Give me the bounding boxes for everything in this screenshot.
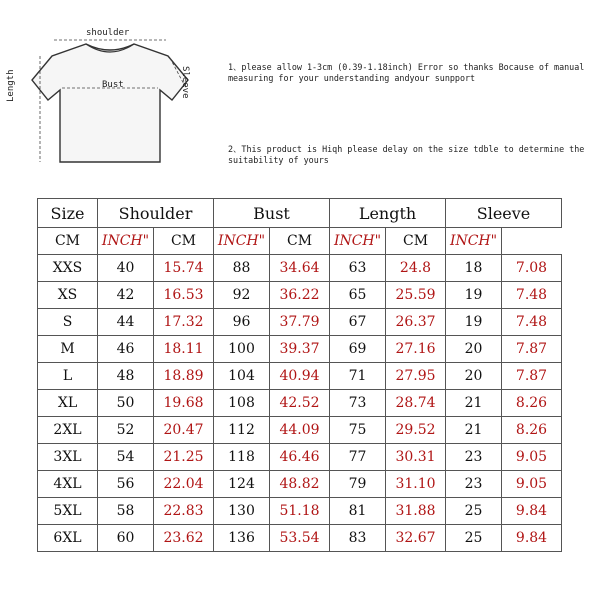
cell-size: M (38, 336, 98, 363)
cell-bust-inch: 40.94 (270, 363, 330, 390)
table-row (38, 444, 562, 471)
note-check-size-table: 2、This product is Hiqh please delay on the size tdble to determine the suitability of yours (228, 144, 585, 165)
cell-length-inch: 28.74 (386, 390, 446, 417)
cell-shoulder-inch: 18.11 (154, 336, 214, 363)
cell-sleeve-inch: 9.05 (502, 444, 562, 471)
table-row (38, 417, 562, 444)
cell-sleeve-inch: 8.26 (502, 390, 562, 417)
unit-cm: CM (270, 228, 330, 255)
unit-cm: CM (38, 228, 98, 255)
cell-bust-cm: 92 (214, 282, 270, 309)
cell-shoulder-cm: 58 (98, 498, 154, 525)
cell-bust-cm: 118 (214, 444, 270, 471)
cell-bust-cm: 108 (214, 390, 270, 417)
unit-inch: INCH" (98, 228, 154, 255)
cell-length-cm: 71 (330, 363, 386, 390)
cell-sleeve-inch: 9.84 (502, 498, 562, 525)
cell-length-inch: 27.95 (386, 363, 446, 390)
cell-length-inch: 29.52 (386, 417, 446, 444)
cell-sleeve-inch: 7.48 (502, 309, 562, 336)
cell-shoulder-inch: 20.47 (154, 417, 214, 444)
cell-sleeve-inch: 9.84 (502, 525, 562, 552)
cell-size: S (38, 309, 98, 336)
sleeve-label: Sleeve (180, 66, 190, 99)
header-bust: Bust (214, 199, 330, 228)
cell-shoulder-inch: 17.32 (154, 309, 214, 336)
cell-shoulder-inch: 22.04 (154, 471, 214, 498)
header-shoulder: Shoulder (98, 199, 214, 228)
cell-shoulder-inch: 22.83 (154, 498, 214, 525)
cell-shoulder-cm: 50 (98, 390, 154, 417)
cell-sleeve-cm: 20 (446, 336, 502, 363)
cell-shoulder-cm: 46 (98, 336, 154, 363)
table-row (38, 363, 562, 390)
tshirt-diagram (6, 22, 210, 182)
table-row (38, 255, 562, 282)
cell-length-cm: 63 (330, 255, 386, 282)
unit-inch: INCH" (446, 228, 502, 255)
cell-length-cm: 67 (330, 309, 386, 336)
unit-cm: CM (386, 228, 446, 255)
cell-bust-inch: 42.52 (270, 390, 330, 417)
cell-length-cm: 79 (330, 471, 386, 498)
cell-bust-inch: 51.18 (270, 498, 330, 525)
shoulder-label: shoulder (86, 28, 130, 38)
table-row (38, 471, 562, 498)
table-row (38, 336, 562, 363)
cell-sleeve-inch: 9.05 (502, 471, 562, 498)
cell-sleeve-cm: 20 (446, 363, 502, 390)
cell-length-inch: 24.8 (386, 255, 446, 282)
cell-size: XXS (38, 255, 98, 282)
cell-bust-cm: 124 (214, 471, 270, 498)
table-row (38, 309, 562, 336)
cell-bust-cm: 100 (214, 336, 270, 363)
cell-length-cm: 65 (330, 282, 386, 309)
cell-sleeve-cm: 19 (446, 282, 502, 309)
cell-bust-cm: 104 (214, 363, 270, 390)
cell-sleeve-cm: 23 (446, 471, 502, 498)
cell-size: XL (38, 390, 98, 417)
cell-shoulder-cm: 48 (98, 363, 154, 390)
cell-shoulder-cm: 42 (98, 282, 154, 309)
cell-bust-cm: 96 (214, 309, 270, 336)
cell-shoulder-inch: 21.25 (154, 444, 214, 471)
cell-size: 2XL (38, 417, 98, 444)
cell-sleeve-cm: 21 (446, 417, 502, 444)
unit-cm: CM (154, 228, 214, 255)
cell-sleeve-inch: 7.87 (502, 363, 562, 390)
header-size: Size (38, 199, 98, 228)
notes (228, 62, 593, 165)
cell-sleeve-cm: 25 (446, 498, 502, 525)
cell-length-inch: 31.10 (386, 471, 446, 498)
note-error-allowance: 1、please allow 1-3cm (0.39-1.18inch) Error so thanks Bocause of manual measuring for your understanding andyour sunpport (228, 62, 585, 83)
units-row (38, 228, 562, 255)
cell-length-cm: 69 (330, 336, 386, 363)
table-row (38, 282, 562, 309)
cell-bust-cm: 136 (214, 525, 270, 552)
unit-inch: INCH" (214, 228, 270, 255)
cell-shoulder-inch: 19.68 (154, 390, 214, 417)
cell-shoulder-inch: 18.89 (154, 363, 214, 390)
tshirt-outline (32, 44, 188, 162)
cell-length-cm: 83 (330, 525, 386, 552)
cell-size: 6XL (38, 525, 98, 552)
cell-shoulder-inch: 23.62 (154, 525, 214, 552)
header-length: Length (330, 199, 446, 228)
tshirt-icon (10, 22, 210, 182)
cell-length-cm: 75 (330, 417, 386, 444)
cell-sleeve-inch: 7.48 (502, 282, 562, 309)
cell-bust-cm: 130 (214, 498, 270, 525)
cell-length-cm: 73 (330, 390, 386, 417)
cell-length-inch: 30.31 (386, 444, 446, 471)
cell-sleeve-inch: 7.87 (502, 336, 562, 363)
cell-shoulder-cm: 52 (98, 417, 154, 444)
length-label: Length (6, 69, 16, 102)
unit-inch: INCH" (330, 228, 386, 255)
cell-size: 4XL (38, 471, 98, 498)
header-sleeve: Sleeve (446, 199, 562, 228)
cell-shoulder-cm: 60 (98, 525, 154, 552)
cell-bust-inch: 44.09 (270, 417, 330, 444)
table-row (38, 390, 562, 417)
cell-bust-inch: 48.82 (270, 471, 330, 498)
cell-length-inch: 31.88 (386, 498, 446, 525)
cell-shoulder-inch: 16.53 (154, 282, 214, 309)
table-row (38, 525, 562, 552)
cell-shoulder-cm: 56 (98, 471, 154, 498)
cell-sleeve-cm: 18 (446, 255, 502, 282)
cell-bust-inch: 53.54 (270, 525, 330, 552)
cell-shoulder-cm: 44 (98, 309, 154, 336)
cell-sleeve-cm: 19 (446, 309, 502, 336)
cell-bust-cm: 112 (214, 417, 270, 444)
cell-length-cm: 81 (330, 498, 386, 525)
cell-size: L (38, 363, 98, 390)
cell-size: 3XL (38, 444, 98, 471)
cell-bust-inch: 46.46 (270, 444, 330, 471)
cell-shoulder-inch: 15.74 (154, 255, 214, 282)
cell-bust-inch: 34.64 (270, 255, 330, 282)
table-row (38, 498, 562, 525)
cell-length-inch: 32.67 (386, 525, 446, 552)
cell-size: 5XL (38, 498, 98, 525)
cell-sleeve-inch: 8.26 (502, 417, 562, 444)
cell-sleeve-cm: 23 (446, 444, 502, 471)
cell-sleeve-cm: 21 (446, 390, 502, 417)
cell-sleeve-inch: 7.08 (502, 255, 562, 282)
cell-bust-inch: 39.37 (270, 336, 330, 363)
cell-shoulder-cm: 40 (98, 255, 154, 282)
cell-length-inch: 26.37 (386, 309, 446, 336)
cell-bust-inch: 37.79 (270, 309, 330, 336)
cell-sleeve-cm: 25 (446, 525, 502, 552)
size-chart-table (37, 198, 562, 552)
cell-bust-cm: 88 (214, 255, 270, 282)
cell-length-inch: 25.59 (386, 282, 446, 309)
cell-shoulder-cm: 54 (98, 444, 154, 471)
cell-size: XS (38, 282, 98, 309)
cell-length-inch: 27.16 (386, 336, 446, 363)
cell-bust-inch: 36.22 (270, 282, 330, 309)
cell-length-cm: 77 (330, 444, 386, 471)
bust-label: Bust (102, 80, 124, 90)
